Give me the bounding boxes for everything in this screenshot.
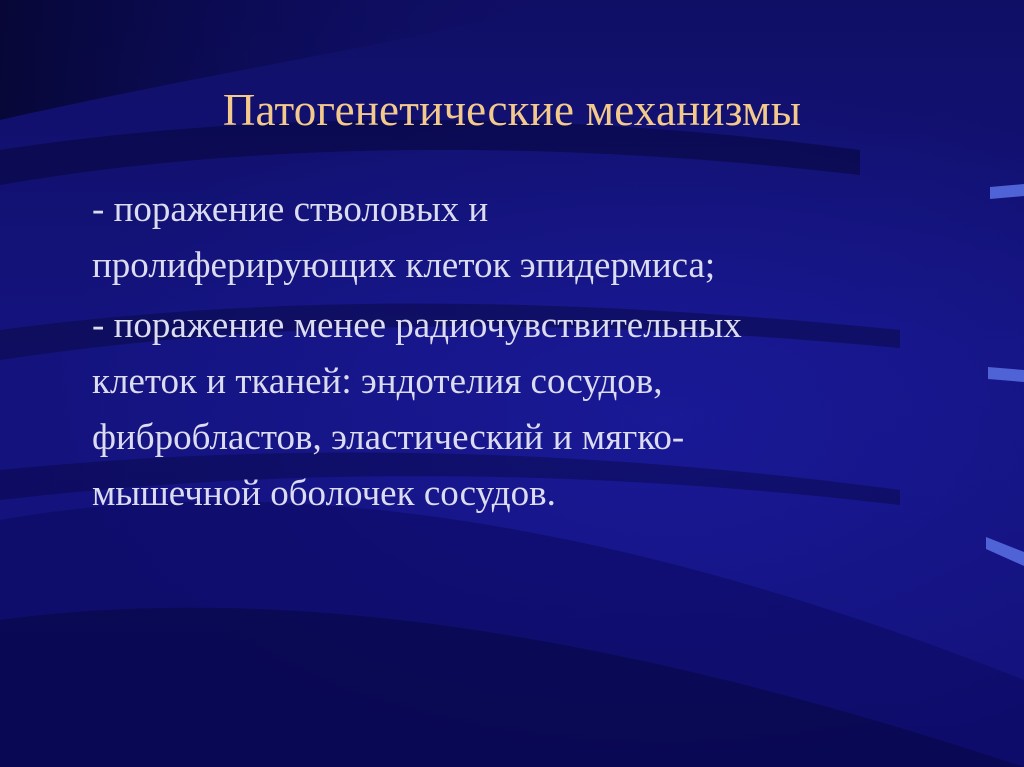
paragraph-line: клеток и тканей: эндотелия сосудов,	[92, 361, 663, 402]
slide-title: Патогенетические механизмы	[222, 85, 802, 135]
paragraph-line: мышечной оболочек сосудов.	[92, 473, 556, 514]
paragraph-line: - поражение менее радиочувствительных	[92, 305, 742, 346]
edge-mark-1	[990, 184, 1024, 202]
bullet-paragraph-2	[92, 298, 952, 522]
paragraph-line: - поражение стволовых и	[92, 189, 489, 230]
paragraph-line: пролиферирующих клеток эпидермиса;	[92, 245, 716, 286]
slide-body	[92, 182, 952, 526]
edge-mark-2	[988, 364, 1024, 384]
paragraph-line: фибробластов, эластический и мягко-	[92, 417, 685, 458]
edge-mark-3	[986, 534, 1024, 568]
bullet-paragraph-1	[92, 182, 952, 294]
